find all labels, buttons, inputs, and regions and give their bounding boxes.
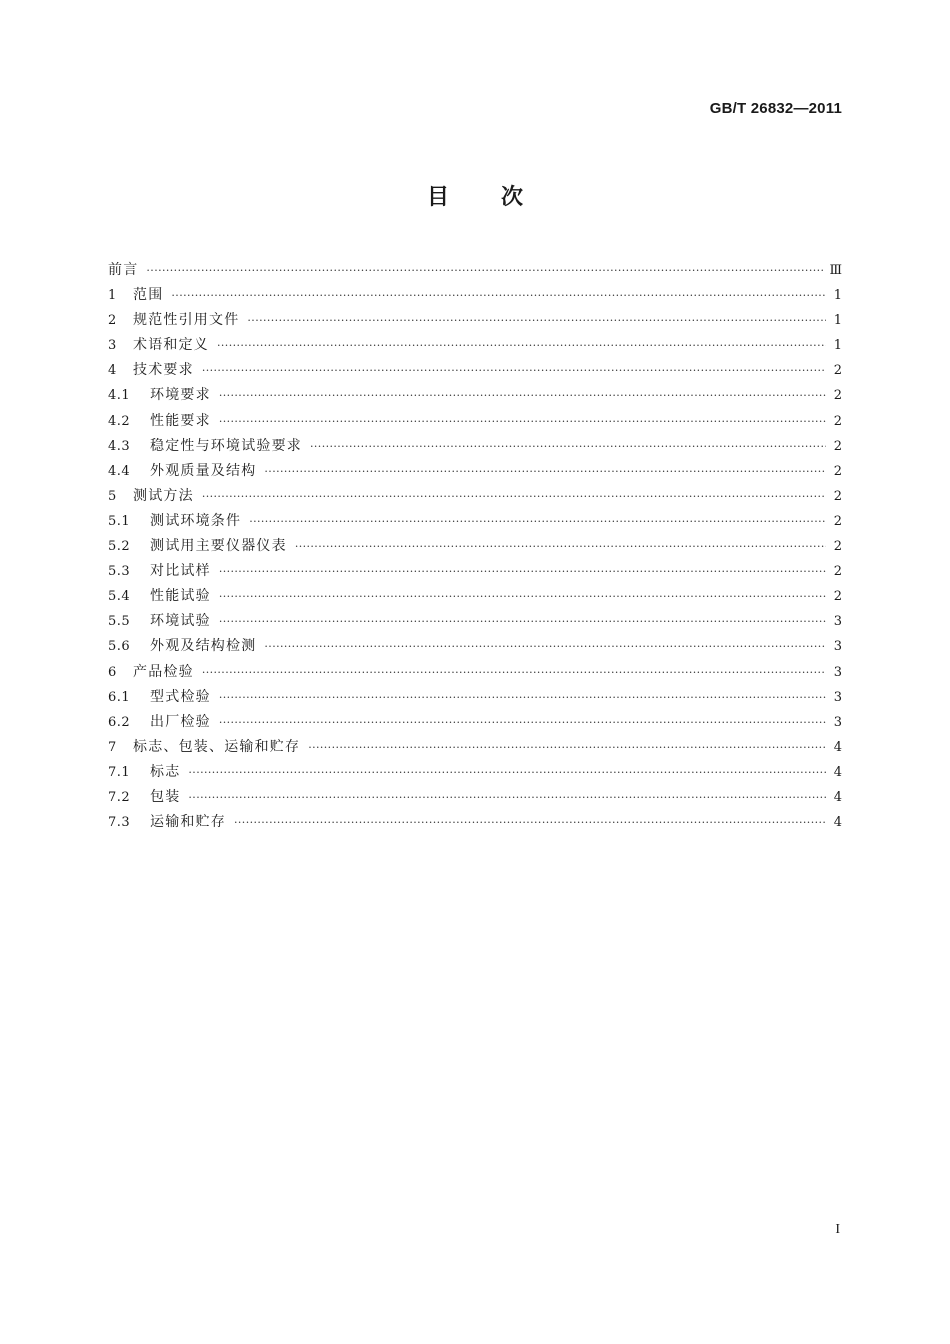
toc-entry-page: 2 [833,413,842,429]
toc-entry-label: 产品检验 [133,663,194,680]
toc-entry-label: 型式检验 [150,688,211,705]
toc-entry-page: 4 [833,789,842,805]
toc-leader-dots [202,484,826,509]
toc-entry-label: 测试方法 [133,487,194,504]
toc-entry-label: 包装 [150,788,181,805]
toc-entry[interactable] [108,484,842,509]
toc-entry[interactable] [108,785,842,810]
toc-entry[interactable] [108,609,842,634]
standard-number: GB/T 26832—2011 [709,100,842,117]
toc-entry[interactable] [108,810,842,835]
toc-entry-number: 4.2 [108,413,131,429]
toc-entry-page: 2 [833,589,842,605]
toc-entry-number: 5.3 [108,564,131,580]
toc-entry-number: 4.4 [108,463,131,479]
toc-entry[interactable] [108,308,842,333]
toc-entry[interactable] [108,634,842,659]
toc-entry-page: 3 [833,614,842,630]
toc-leader-dots [188,760,826,785]
toc-entry-page: 3 [833,639,842,655]
toc-entry-number: 7.3 [108,815,131,831]
toc-entry[interactable] [108,710,842,735]
toc-leader-dots [202,660,826,685]
toc-entry-number: 3 [108,338,117,354]
toc-entry-page: 2 [833,363,842,379]
toc-leader-dots [219,383,826,408]
toc-entry-number: 5.2 [108,539,131,555]
toc-leader-dots [219,710,826,735]
toc-entry[interactable] [108,459,842,484]
toc-entry[interactable] [108,333,842,358]
toc-entry-label: 出厂检验 [150,713,211,730]
toc-entry-number: 6.1 [108,689,131,705]
toc-entry-page: 2 [833,488,842,504]
toc-entry-number: 6 [108,664,117,680]
toc-entry-page: 2 [833,438,842,454]
toc-leader-dots [217,333,826,358]
toc-entry-page: 1 [833,338,842,354]
toc-leader-dots [219,685,826,710]
toc-entry-label: 标志 [150,763,181,780]
toc-leader-dots [249,509,826,534]
toc-entry-number: 7 [108,739,117,755]
toc-entry-number: 7.1 [108,764,131,780]
page-title [0,180,950,211]
toc-leader-dots [264,634,826,659]
toc-entry-page: 1 [833,288,842,304]
toc-entry-number: 5 [108,488,117,504]
page-number: I [835,1222,840,1237]
toc-entry-page: 4 [833,739,842,755]
toc-entry-number: 7.2 [108,789,131,805]
toc-leader-dots [219,609,826,634]
toc-entry-number: 5.1 [108,513,131,529]
toc-entry[interactable] [108,735,842,760]
toc-entry-label: 测试环境条件 [150,512,242,529]
toc-entry[interactable] [108,283,842,308]
toc-entry-label: 性能试验 [150,588,211,605]
toc-entry-label: 外观及结构检测 [150,638,257,655]
toc-entry-number: 4.3 [108,438,131,454]
toc-entry-page: 2 [833,564,842,580]
toc-entry-page: 2 [833,388,842,404]
toc-entry-label: 对比试样 [150,563,211,580]
toc-entry-number: 5.4 [108,589,131,605]
toc-entry-page: 3 [833,714,842,730]
toc-entry-label: 环境试验 [150,613,211,630]
toc-entry-label: 环境要求 [150,387,211,404]
page-title-char-2: 次 [501,185,524,210]
toc-entry-label: 术语和定义 [133,337,209,354]
toc-entry-page: 1 [833,313,842,329]
toc-entry-page: 2 [833,463,842,479]
toc-entry-page: 4 [833,815,842,831]
toc-entry[interactable] [108,383,842,408]
toc-leader-dots [188,785,826,810]
toc-entry-number: 5.5 [108,614,131,630]
page-title-char-1: 目 [426,185,449,210]
toc-entry-page: 4 [833,764,842,780]
toc-entry-label: 外观质量及结构 [150,462,257,479]
toc-entry[interactable] [108,534,842,559]
toc-leader-dots [219,409,826,434]
toc-entry-label: 范围 [133,287,164,304]
toc-entry-number: 1 [108,288,117,304]
toc-entry[interactable] [108,760,842,785]
toc-entry[interactable] [108,409,842,434]
toc-leader-dots [308,735,826,760]
toc-entry-page: 2 [833,539,842,555]
toc-entry-page: 3 [833,689,842,705]
toc-entry-label: 运输和贮存 [150,814,226,831]
toc-entry[interactable] [108,584,842,609]
toc-entry[interactable] [108,559,842,584]
toc-entry-number: 2 [108,313,117,329]
toc-leader-dots [146,258,823,283]
toc-entry-page: 3 [833,664,842,680]
toc-entry-label: 前言 [108,262,139,278]
toc-entry-number: 4 [108,363,117,379]
toc-leader-dots [234,810,826,835]
toc-entry[interactable] [108,258,842,283]
toc-leader-dots [202,358,826,383]
toc-entry-label: 规范性引用文件 [133,312,240,329]
toc-entry[interactable] [108,434,842,459]
toc-entry-label: 标志、包装、运输和贮存 [133,738,301,755]
toc-entry-label: 技术要求 [133,362,194,379]
toc-entry-number: 6.2 [108,714,131,730]
toc-leader-dots [219,559,826,584]
toc-entry-label: 测试用主要仪器仪表 [150,538,287,555]
toc-entry[interactable] [108,509,842,534]
toc-leader-dots [219,584,826,609]
toc-entry[interactable] [108,660,842,685]
toc-entry[interactable] [108,685,842,710]
toc-leader-dots [264,459,826,484]
toc-leader-dots [295,534,826,559]
toc-entry-page: Ⅲ [829,263,842,278]
toc-entry-number: 5.6 [108,639,131,655]
toc-entry-number: 4.1 [108,388,131,404]
toc-entry-page: 2 [833,513,842,529]
toc-leader-dots [171,283,826,308]
toc-leader-dots [247,308,826,333]
table-of-contents [108,258,842,835]
toc-entry-label: 稳定性与环境试验要求 [150,437,302,454]
toc-entry[interactable] [108,358,842,383]
toc-leader-dots [310,434,826,459]
toc-entry-label: 性能要求 [150,412,211,429]
